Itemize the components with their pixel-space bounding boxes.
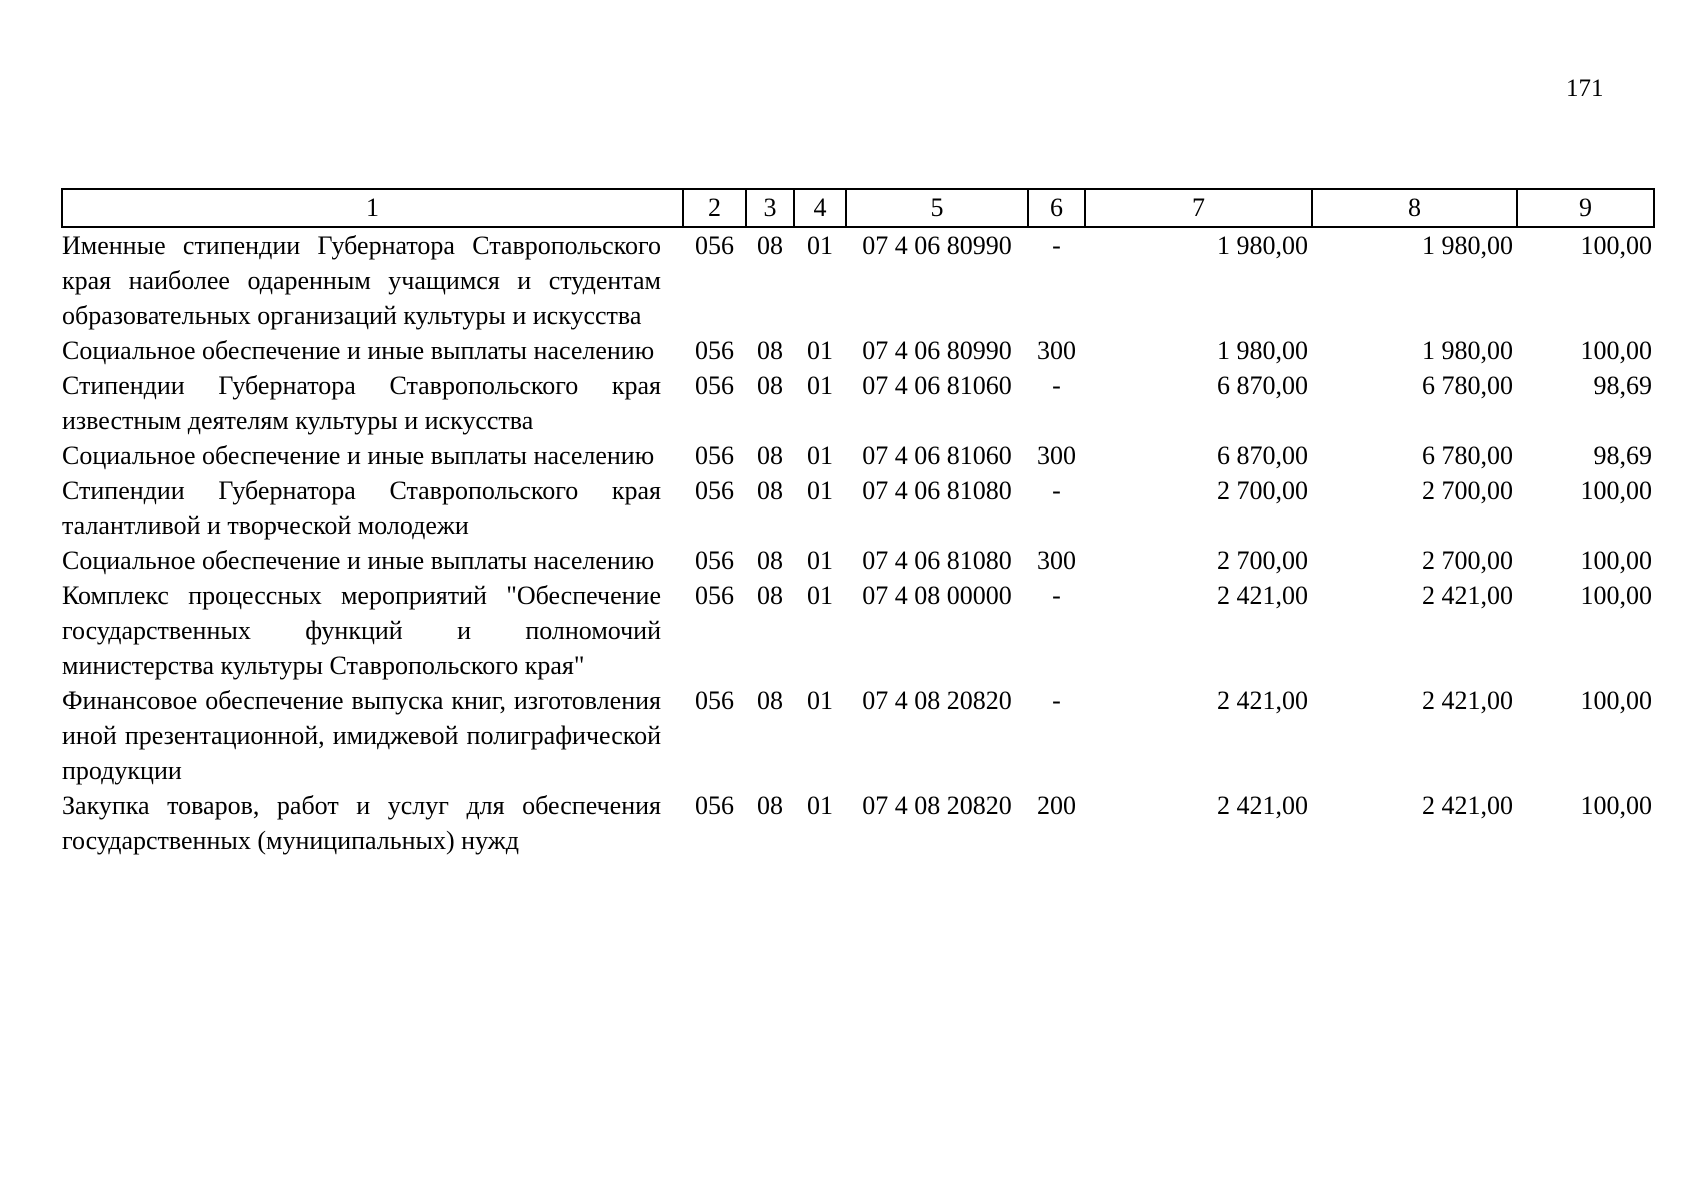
executed-amount: 2 700,00 xyxy=(1422,546,1513,575)
executed-amount: 6 780,00 xyxy=(1422,371,1513,400)
page-number: 171 xyxy=(1566,75,1604,102)
column-header-8: 8 xyxy=(1312,189,1517,227)
executed-amount: 2 421,00 xyxy=(1422,791,1513,820)
column-header-1: 1 xyxy=(62,189,683,227)
budget-table xyxy=(61,188,1655,858)
column-header-3: 3 xyxy=(746,189,794,227)
table-row xyxy=(62,227,1654,333)
section-code: 08 xyxy=(757,686,783,715)
ministry-code: 056 xyxy=(695,476,734,505)
executed-amount: 2 421,00 xyxy=(1422,686,1513,715)
subsection-code: 01 xyxy=(807,371,833,400)
expense-type-code: 300 xyxy=(1037,336,1076,365)
column-header-7: 7 xyxy=(1085,189,1312,227)
table-row xyxy=(62,683,1654,788)
column-header-4: 4 xyxy=(794,189,846,227)
table-body xyxy=(62,227,1654,858)
table-row xyxy=(62,543,1654,578)
column-header-6: 6 xyxy=(1028,189,1085,227)
execution-percent: 100,00 xyxy=(1580,686,1652,715)
execution-percent: 100,00 xyxy=(1580,476,1652,505)
subsection-code: 01 xyxy=(807,546,833,575)
planned-amount: 2 421,00 xyxy=(1217,581,1308,610)
planned-amount: 1 980,00 xyxy=(1217,336,1308,365)
target-article-code: 07 4 06 80990 xyxy=(862,231,1012,260)
ministry-code: 056 xyxy=(695,581,734,610)
executed-amount: 1 980,00 xyxy=(1422,231,1513,260)
target-article-code: 07 4 06 81060 xyxy=(862,441,1012,470)
section-code: 08 xyxy=(757,371,783,400)
executed-amount: 2 700,00 xyxy=(1422,476,1513,505)
planned-amount: 1 980,00 xyxy=(1217,231,1308,260)
subsection-code: 01 xyxy=(807,791,833,820)
planned-amount: 2 700,00 xyxy=(1217,546,1308,575)
section-code: 08 xyxy=(757,476,783,505)
subsection-code: 01 xyxy=(807,336,833,365)
table-row xyxy=(62,578,1654,683)
execution-percent: 100,00 xyxy=(1580,231,1652,260)
expense-name: Социальное обеспечение и иные выплаты населению xyxy=(62,336,655,365)
subsection-code: 01 xyxy=(807,476,833,505)
target-article-code: 07 4 08 20820 xyxy=(862,686,1012,715)
expense-type-code: 200 xyxy=(1037,791,1076,820)
table-row xyxy=(62,438,1654,473)
target-article-code: 07 4 06 81060 xyxy=(862,371,1012,400)
planned-amount: 2 421,00 xyxy=(1217,791,1308,820)
executed-amount: 6 780,00 xyxy=(1422,441,1513,470)
executed-amount: 2 421,00 xyxy=(1422,581,1513,610)
expense-name: Закупка товаров, работ и услуг для обеспечения государственных (муниципальных) нужд xyxy=(62,791,661,855)
section-code: 08 xyxy=(757,231,783,260)
expense-name: Финансовое обеспечение выпуска книг, изготовления иной презентационной, имиджевой полиграфической продукции xyxy=(62,686,661,785)
expense-type-code: - xyxy=(1052,231,1061,260)
ministry-code: 056 xyxy=(695,791,734,820)
planned-amount: 2 700,00 xyxy=(1217,476,1308,505)
table-row xyxy=(62,368,1654,438)
column-header-2: 2 xyxy=(683,189,746,227)
target-article-code: 07 4 06 81080 xyxy=(862,476,1012,505)
execution-percent: 98,69 xyxy=(1593,371,1652,400)
expense-name: Комплекс процессных мероприятий "Обеспечение государственных функций и полномочий министерства культуры Ставропольского края" xyxy=(62,581,661,680)
planned-amount: 6 870,00 xyxy=(1217,371,1308,400)
subsection-code: 01 xyxy=(807,441,833,470)
expense-type-code: - xyxy=(1052,371,1061,400)
planned-amount: 2 421,00 xyxy=(1217,686,1308,715)
planned-amount: 6 870,00 xyxy=(1217,441,1308,470)
ministry-code: 056 xyxy=(695,546,734,575)
target-article-code: 07 4 06 81080 xyxy=(862,546,1012,575)
executed-amount: 1 980,00 xyxy=(1422,336,1513,365)
ministry-code: 056 xyxy=(695,371,734,400)
table-row xyxy=(62,333,1654,368)
execution-percent: 100,00 xyxy=(1580,546,1652,575)
target-article-code: 07 4 08 20820 xyxy=(862,791,1012,820)
execution-percent: 98,69 xyxy=(1593,441,1652,470)
expense-type-code: 300 xyxy=(1037,441,1076,470)
subsection-code: 01 xyxy=(807,581,833,610)
column-header-5: 5 xyxy=(846,189,1028,227)
section-code: 08 xyxy=(757,441,783,470)
expense-name: Именные стипендии Губернатора Ставропольского края наиболее одаренным учащимся и студентам образовательных организаций культуры и искусства xyxy=(62,231,661,330)
section-code: 08 xyxy=(757,546,783,575)
subsection-code: 01 xyxy=(807,231,833,260)
table-row xyxy=(62,788,1654,858)
ministry-code: 056 xyxy=(695,686,734,715)
expense-type-code: 300 xyxy=(1037,546,1076,575)
table-row xyxy=(62,473,1654,543)
execution-percent: 100,00 xyxy=(1580,336,1652,365)
section-code: 08 xyxy=(757,581,783,610)
column-header-9: 9 xyxy=(1517,189,1654,227)
ministry-code: 056 xyxy=(695,231,734,260)
ministry-code: 056 xyxy=(695,441,734,470)
execution-percent: 100,00 xyxy=(1580,581,1652,610)
ministry-code: 056 xyxy=(695,336,734,365)
expense-name: Социальное обеспечение и иные выплаты населению xyxy=(62,441,655,470)
table-header-row xyxy=(62,189,1654,227)
subsection-code: 01 xyxy=(807,686,833,715)
expense-type-code: - xyxy=(1052,476,1061,505)
section-code: 08 xyxy=(757,336,783,365)
expense-name: Стипендии Губернатора Ставропольского края талантливой и творческой молодежи xyxy=(62,476,661,540)
expense-name: Социальное обеспечение и иные выплаты населению xyxy=(62,546,655,575)
expense-name: Стипендии Губернатора Ставропольского края известным деятелям культуры и искусства xyxy=(62,371,661,435)
section-code: 08 xyxy=(757,791,783,820)
execution-percent: 100,00 xyxy=(1580,791,1652,820)
expense-type-code: - xyxy=(1052,686,1061,715)
target-article-code: 07 4 08 00000 xyxy=(862,581,1012,610)
target-article-code: 07 4 06 80990 xyxy=(862,336,1012,365)
expense-type-code: - xyxy=(1052,581,1061,610)
